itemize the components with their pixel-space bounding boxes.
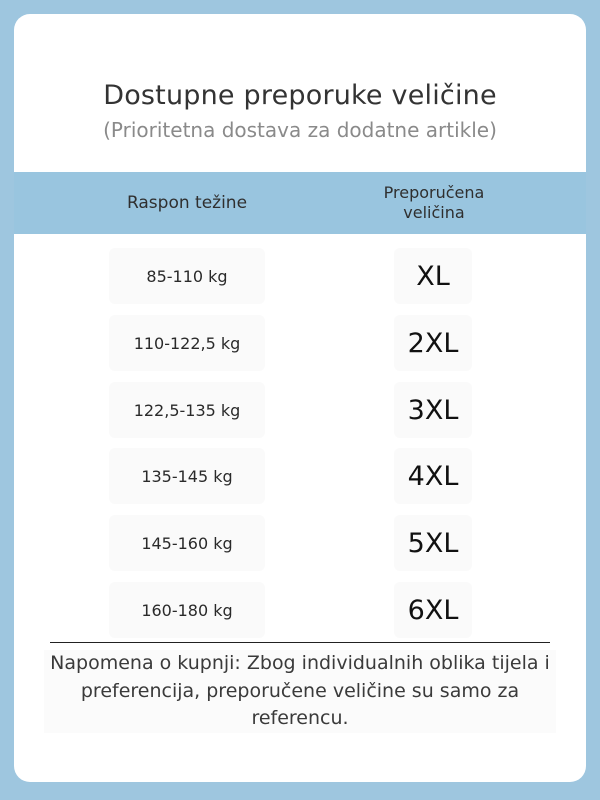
weight-cell: 110-122,5 kg [109,315,265,371]
size-cell: 2XL [394,315,472,371]
table-row [14,382,586,438]
divider [50,642,550,643]
weight-cell: 145-160 kg [109,515,265,571]
column-header-recommended-size-line1: Preporučena [383,183,485,202]
purchase-note: Napomena o kupnji: Zbog individualnih oblika tijela i preferencija, preporučene veličine su samo za referencu. [44,650,556,733]
size-cell: 3XL [394,382,472,438]
size-chart-card [14,14,586,782]
column-header-recommended-size [334,172,534,234]
column-header-recommended-size-line2: veličina [403,203,465,222]
table-row [14,315,586,371]
page-subtitle: (Prioritetna dostava za dodatne artikle) [103,118,497,142]
size-cell: 4XL [394,448,472,504]
table-row [14,515,586,571]
weight-cell: 160-180 kg [109,582,265,638]
size-cell: 5XL [394,515,472,571]
page-title: Dostupne preporuke veličine [103,80,497,111]
table-row [14,448,586,504]
weight-cell: 135-145 kg [109,448,265,504]
weight-cell: 122,5-135 kg [109,382,265,438]
table-header [14,172,586,234]
column-header-weight-range: Raspon težine [126,193,248,213]
size-cell: 6XL [394,582,472,638]
weight-cell: 85-110 kg [109,248,265,304]
size-cell: XL [394,248,472,304]
table-row [14,582,586,638]
table-row [14,248,586,304]
